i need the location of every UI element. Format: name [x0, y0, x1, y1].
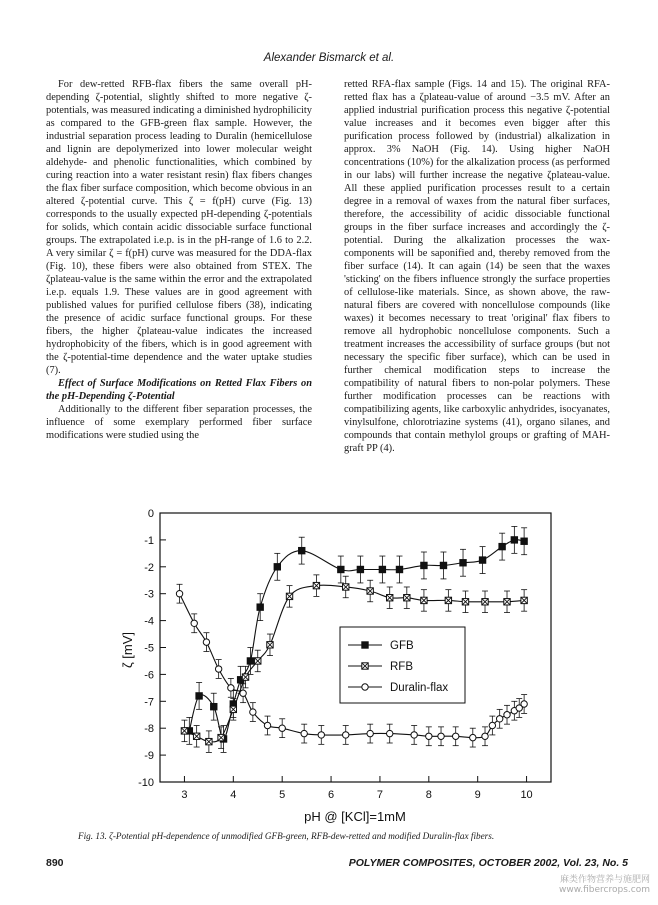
data-point-duralin-flax	[470, 734, 476, 740]
x-tick-label: 7	[376, 789, 383, 801]
data-point-gfb	[299, 547, 305, 553]
legend-marker-rfb	[362, 663, 368, 669]
y-tick-label: -6	[144, 669, 154, 682]
legend-marker-gfb	[362, 642, 368, 648]
data-point-duralin-flax	[250, 709, 256, 715]
data-point-duralin-flax	[482, 733, 488, 739]
y-tick-label: -2	[144, 561, 154, 574]
x-tick-label: 5	[279, 789, 286, 801]
data-point-duralin-flax	[411, 732, 417, 738]
body-paragraph: Additionally to the different fiber separation processes, the influence of some exemplary performed fiber surface modifications were studied using the	[46, 404, 312, 441]
body-paragraph: retted RFA-flax sample (Figs. 14 and 15). The original RFA-retted flax has a ζplateau-value of around −3.5 mV. After an applied industrial purification process this negative ζ-potential value increases and it becomes even bigger after this purification process followed by (industrial) alkalization in approx. 3% NaOH (Fig. 14). Using higher NaOH concentrations (10%) for the alkalization process (as performed in our labs) will further increase the negative ζplateau-value. All these applied purification processes result to a certain degree in a removal of waxes from the natural fiber surfaces, therefore, the accessibility of acidic dissociable functional groups in the fiber surface increases and accordingly the ζ-potential. During the alkalization processes the wax-components will be saponified and, thereby removed from the fiber surface (14). It can again (14) be seen that the waxes 'sticking' on the fibers influence strongly the surface properties of cellulose-like materials. Since, as shown above, the raw-natural fibers are covered with noncellulose compounds (like waxes) it becomes necessary to treat 'original' flax fibers to remove all hydrophobic noncellulose components. Such a treatment increases the accessibility of surface groups (but not necessary the specific fiber surface), which can be used in further chemical modification steps to increase the compatibility of natural fibers to non-polar polymers. These further modification processes can be reactions with compatibilizing agents, like carboxylic anhydrides, isocyanates, vinylsulfone, chlorotriazine systems (41), organo silanes, and compounds that contain methylol groups or grafting of MAH-graft PP (4).	[344, 79, 610, 454]
data-point-gfb	[357, 566, 363, 572]
watermark-text: 麻类作物营养与施肥网	[559, 875, 650, 885]
data-point-rfb	[193, 733, 199, 739]
data-point-gfb	[379, 566, 385, 572]
x-tick-label: 10	[520, 789, 533, 801]
y-tick-label: -8	[144, 723, 154, 736]
x-tick-label: 8	[425, 789, 432, 801]
y-tick-label: -9	[144, 750, 154, 763]
data-point-duralin-flax	[301, 730, 307, 736]
y-tick-label: 0	[147, 508, 154, 520]
data-point-rfb	[181, 728, 187, 734]
body-paragraph: For dew-retted RFB-flax fibers the same overall pH-depending ζ-potential, slightly shifted to more negative ζ-potentials, was measured indicating a diminished hydrophilicity as compared to the GFB-green flax sample. However, the industrial separation process leading to Duralin (hemicellulose and lignin are depolymerized into lower molecular weight aldehyde- and phenolic functionalities, which combined by curing reaction into a water resistant resin) flax fibers changes the flax fiber surface composition, which become obvious in an altered ζ-potential curve. This ζ = f(pH) curve (Fig. 13) corresponds to the usually expected pH-depending ζ-potentials for solids, which contain acidic dissociable surface functional groups. The extrapolated i.e.p. is in the pH-range of 1.6 to 2.2. A very similar ζ = f(pH) curve was measured for the DDA-flax (Fig. 10), these fibers were also obtained from STEX. The ζplateau-value is the same within the error and the extrapolated i.e.p. equals 1.9. These values are in good agreement with published values for purified cellulose fibers (38), indicating the presence of acidic surface functional groups. For these fibers, the higher ζplateau-value indicates the increased hydrophobicity of the fibers, which is in good agreement with the ζ-potential-time dependence and the water uptake studies (7).	[46, 79, 312, 376]
x-tick-label: 6	[328, 789, 335, 801]
data-point-rfb	[230, 706, 236, 712]
data-point-gfb	[247, 658, 253, 664]
right-column	[344, 78, 610, 455]
data-point-duralin-flax	[343, 732, 349, 738]
data-point-gfb	[440, 562, 446, 568]
figure-caption: Fig. 13. ζ-Potential pH-dependence of unmodified GFB-green, RFB-dew-retted and modified Duralin-flax fibers.	[78, 831, 495, 841]
x-tick-label: 9	[474, 789, 481, 801]
data-point-duralin-flax	[191, 620, 197, 626]
page-number: 890	[46, 857, 64, 869]
data-point-rfb	[462, 599, 468, 605]
section-heading: Effect of Surface Modifications on Retted Flax Fibers on the pH-Depending ζ-Potential	[46, 378, 312, 402]
data-point-rfb	[421, 597, 427, 603]
data-point-duralin-flax	[496, 716, 502, 722]
data-point-duralin-flax	[489, 722, 495, 728]
y-tick-label: -10	[138, 777, 154, 789]
data-point-duralin-flax	[318, 732, 324, 738]
data-point-duralin-flax	[426, 733, 432, 739]
chart-legend	[340, 627, 465, 703]
data-point-duralin-flax	[438, 733, 444, 739]
data-point-rfb	[482, 599, 488, 605]
data-point-rfb	[387, 595, 393, 601]
y-tick-label: -7	[144, 696, 154, 709]
data-point-gfb	[479, 557, 485, 563]
data-point-rfb	[267, 642, 273, 648]
zeta-potential-chart	[120, 505, 560, 825]
watermark-url: www.fibercrops.com	[559, 885, 650, 895]
figure-13	[120, 505, 560, 830]
x-tick-label: 3	[181, 789, 188, 801]
legend-label-gfb: GFB	[390, 640, 414, 652]
data-point-rfb	[206, 738, 212, 744]
data-point-rfb	[242, 674, 248, 680]
data-point-gfb	[396, 566, 402, 572]
data-point-duralin-flax	[367, 730, 373, 736]
legend-label-rfb: RFB	[390, 661, 413, 673]
data-point-duralin-flax	[203, 639, 209, 645]
y-axis-label: ζ [mV]	[120, 631, 135, 669]
data-point-rfb	[445, 597, 451, 603]
y-tick-label: -1	[144, 534, 154, 547]
data-point-rfb	[313, 582, 319, 588]
legend-label-duralin-flax: Duralin-flax	[390, 682, 449, 694]
data-point-duralin-flax	[264, 722, 270, 728]
data-point-duralin-flax	[176, 591, 182, 597]
data-point-rfb	[218, 734, 224, 740]
data-point-gfb	[421, 562, 427, 568]
data-point-duralin-flax	[387, 730, 393, 736]
legend-marker-duralin-flax	[362, 684, 368, 690]
data-point-gfb	[511, 537, 517, 543]
data-point-duralin-flax	[521, 701, 527, 707]
data-point-rfb	[286, 593, 292, 599]
data-point-gfb	[257, 604, 263, 610]
data-point-gfb	[521, 538, 527, 544]
data-point-rfb	[255, 658, 261, 664]
left-column	[46, 78, 312, 442]
y-tick-label: -5	[144, 642, 154, 655]
data-point-duralin-flax	[279, 725, 285, 731]
data-point-gfb	[338, 566, 344, 572]
data-point-rfb	[404, 595, 410, 601]
journal-citation: POLYMER COMPOSITES, OCTOBER 2002, Vol. 23, No. 5	[348, 857, 628, 869]
data-point-gfb	[274, 564, 280, 570]
data-point-duralin-flax	[228, 685, 234, 691]
data-point-gfb	[499, 543, 505, 549]
data-point-rfb	[521, 597, 527, 603]
data-point-rfb	[367, 588, 373, 594]
data-point-gfb	[460, 560, 466, 566]
data-point-duralin-flax	[215, 666, 221, 672]
running-header: Alexander Bismarck et al.	[263, 52, 395, 64]
y-tick-label: -4	[144, 615, 154, 628]
data-point-duralin-flax	[240, 690, 246, 696]
data-point-duralin-flax	[504, 712, 510, 718]
x-tick-label: 4	[230, 789, 237, 801]
data-point-rfb	[343, 584, 349, 590]
data-point-duralin-flax	[452, 733, 458, 739]
data-point-rfb	[504, 599, 510, 605]
y-tick-label: -3	[144, 588, 154, 601]
data-point-gfb	[211, 703, 217, 709]
x-axis-label: pH @ [KCl]=1mM	[304, 809, 406, 824]
data-point-gfb	[196, 693, 202, 699]
